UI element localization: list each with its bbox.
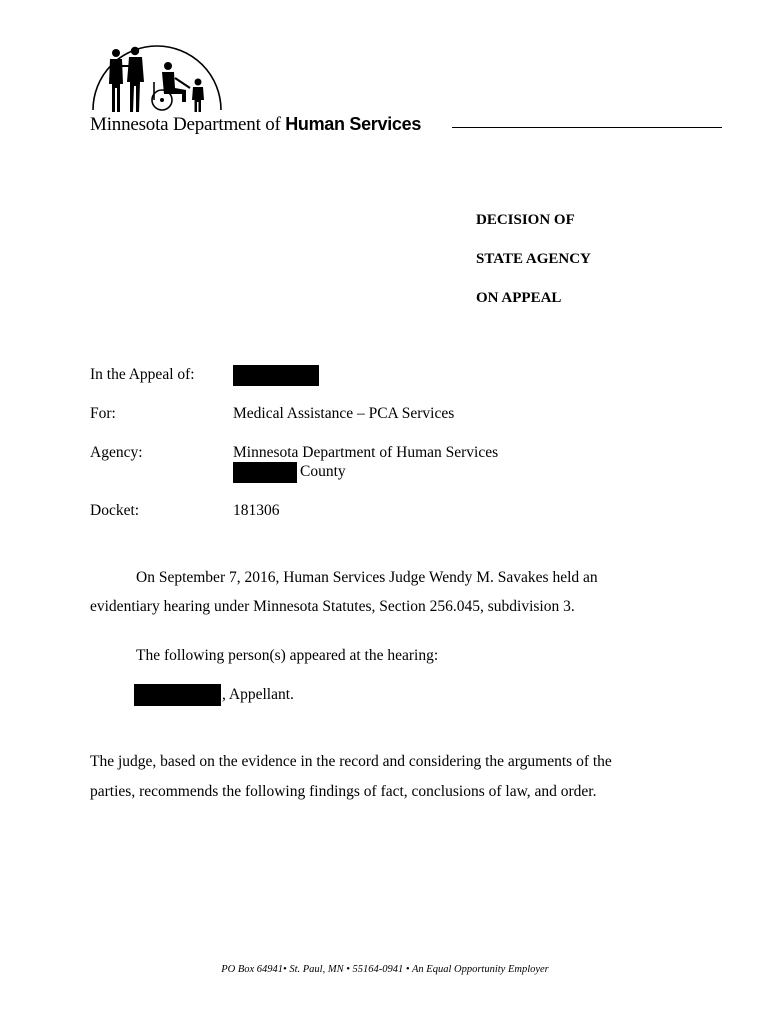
decision-title-line-2: STATE AGENCY [476,251,591,267]
organization-name [90,114,421,136]
for-value: Medical Assistance – PCA Services [233,405,455,422]
family-silhouette-logo-icon [90,42,225,117]
decision-title-line-1: DECISION OF [476,212,575,228]
org-name-bold: Human Services [285,114,422,134]
appeal-label: In the Appeal of: [90,366,195,383]
redacted-county-name [233,462,297,483]
agency-value: Minnesota Department of Human Services [233,444,499,461]
agency-label: Agency: [90,444,143,461]
docket-label: Docket: [90,502,140,519]
paragraph-1-line-1: On September 7, 2016, Human Services Judge Wendy M. Savakes held an [136,569,598,586]
header-rule [452,127,722,128]
paragraph-2: The following person(s) appeared at the hearing: [136,647,439,664]
page-footer: PO Box 64941• St. Paul, MN • 55164-0941 • An Equal Opportunity Employer [221,964,549,975]
appellant-suffix: , Appellant. [222,686,294,703]
paragraph-1-line-2: evidentiary hearing under Minnesota Statutes, Section 256.045, subdivision 3. [90,598,575,615]
decision-title-line-3: ON APPEAL [476,290,562,306]
for-label: For: [90,405,116,422]
county-suffix: County [300,463,346,480]
paragraph-3-line-2: parties, recommends the following findings of fact, conclusions of law, and order. [90,783,597,800]
redacted-appellant-name-2 [134,684,221,706]
org-name-plain: Minnesota Department of [90,114,281,135]
redacted-appellant-name [233,365,319,386]
docket-value: 181306 [233,502,280,519]
paragraph-3-line-1: The judge, based on the evidence in the record and considering the arguments of the [90,753,612,770]
